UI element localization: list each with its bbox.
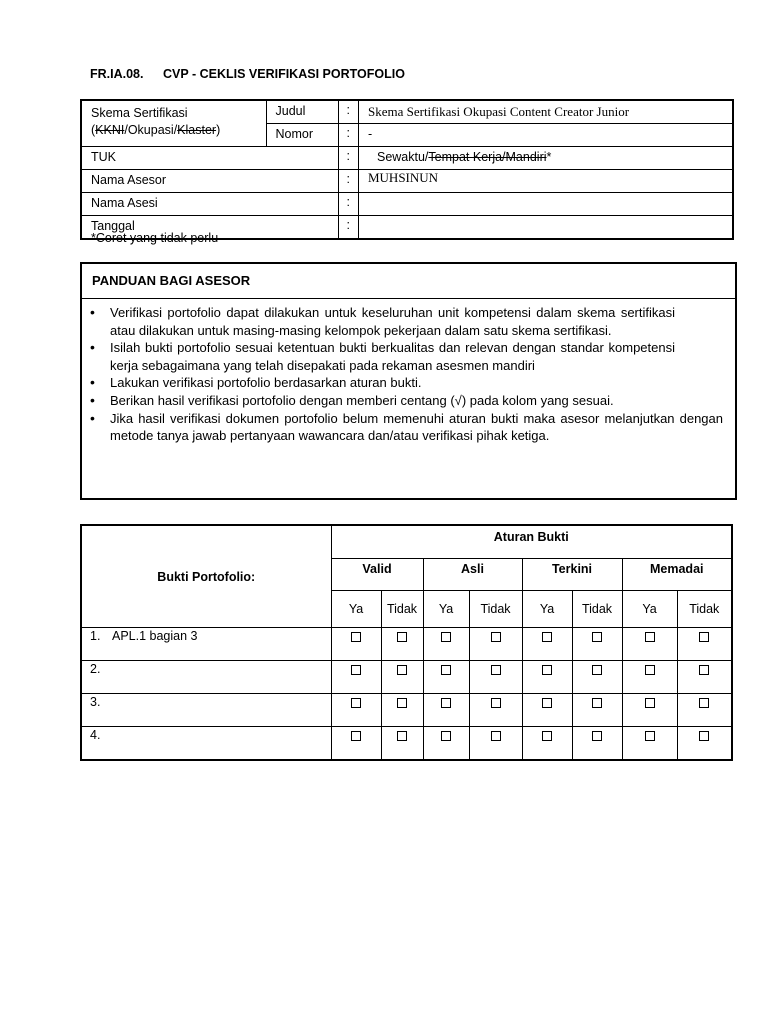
row-number: 1. — [90, 629, 101, 643]
checkbox[interactable] — [351, 731, 361, 741]
portfolio-table — [80, 524, 733, 761]
guide-item: • Verifikasi portofolio dapat dilakukan untuk keseluruhan unit kompetensi dalam skema sertifikasi atau dilakukan untuk masing-masing kelompok pekerjaan dalam satu skema sertifikasi. — [110, 304, 675, 339]
form-code: FR.IA.08. — [90, 67, 144, 81]
guide-item: • Jika hasil verifikasi dokumen portofolio belum memenuhi aturan bukti maka asesor melanjutkan dengan metode tanya jawab pertanyaan wawancara dan/atau verifikasi pihak ketiga. — [110, 410, 723, 445]
tanggal-label: Tanggal — [81, 216, 338, 240]
checkbox[interactable] — [397, 665, 407, 675]
row-label — [81, 661, 331, 694]
checkbox[interactable] — [397, 731, 407, 741]
guide-title: PANDUAN BAGI ASESOR — [82, 264, 735, 299]
identity-table — [80, 99, 734, 240]
row-number: 4. — [90, 728, 101, 742]
colon: : — [338, 193, 358, 216]
tuk-label: TUK — [81, 147, 338, 170]
ya-header: Ya — [522, 591, 572, 628]
checkbox[interactable] — [491, 698, 501, 708]
row-number: 3. — [90, 695, 101, 709]
group-valid: Valid — [331, 559, 423, 591]
document-title — [90, 67, 405, 81]
checkbox[interactable] — [592, 731, 602, 741]
checkbox[interactable] — [592, 698, 602, 708]
checkbox[interactable] — [441, 665, 451, 675]
checkbox[interactable] — [645, 731, 655, 741]
checkbox[interactable] — [397, 632, 407, 642]
colon: : — [338, 100, 358, 124]
strike-note: *Coret yang tidak perlu — [91, 231, 219, 245]
judul-value[interactable]: Skema Sertifikasi Okupasi Content Creator Junior — [358, 100, 733, 124]
checkbox[interactable] — [491, 731, 501, 741]
rule-header: Aturan Bukti — [331, 525, 732, 559]
row-text: APL.1 bagian 3 — [112, 629, 198, 643]
asesi-value[interactable] — [358, 193, 733, 216]
tidak-header: Tidak — [381, 591, 423, 628]
colon: : — [338, 147, 358, 170]
colon: : — [338, 170, 358, 193]
row-label — [81, 628, 331, 661]
tanggal-value[interactable] — [358, 216, 733, 240]
form-title: CVP - CEKLIS VERIFIKASI PORTOFOLIO — [163, 67, 405, 81]
portfolio-label: Bukti Portofolio: — [81, 525, 331, 628]
checkbox[interactable] — [491, 632, 501, 642]
guide-item: • Berikan hasil verifikasi portofolio dengan memberi centang (√) pada kolom yang sesuai. — [110, 392, 675, 410]
row-number: 2. — [90, 662, 101, 676]
checkbox[interactable] — [542, 731, 552, 741]
checkbox[interactable] — [351, 665, 361, 675]
checkbox[interactable] — [592, 632, 602, 642]
judul-label: Judul — [266, 100, 338, 124]
colon: : — [338, 124, 358, 147]
checkbox[interactable] — [351, 632, 361, 642]
checkbox[interactable] — [441, 731, 451, 741]
guide-item: • Lakukan verifikasi portofolio berdasarkan aturan bukti. — [110, 374, 675, 392]
checkbox[interactable] — [699, 632, 709, 642]
asesor-value[interactable]: MUHSINUN — [358, 170, 733, 193]
checkbox[interactable] — [351, 698, 361, 708]
table-row — [81, 727, 732, 761]
ya-header: Ya — [622, 591, 677, 628]
guide-list — [82, 299, 735, 445]
row-label — [81, 727, 331, 761]
skema-label: Skema Sertifikasi (KKNI/Okupasi/Klaster) — [81, 100, 266, 147]
asesor-label: Nama Asesor — [81, 170, 338, 193]
checkbox[interactable] — [441, 632, 451, 642]
checkbox[interactable] — [491, 665, 501, 675]
checkbox[interactable] — [645, 632, 655, 642]
nomor-label: Nomor — [266, 124, 338, 147]
checkbox[interactable] — [542, 665, 552, 675]
checkbox[interactable] — [645, 698, 655, 708]
colon: : — [338, 216, 358, 240]
nomor-value[interactable]: - — [358, 124, 733, 147]
checkbox[interactable] — [699, 698, 709, 708]
group-memadai: Memadai — [622, 559, 732, 591]
table-row — [81, 661, 732, 694]
row-label — [81, 694, 331, 727]
asesi-label: Nama Asesi — [81, 193, 338, 216]
checkbox[interactable] — [592, 665, 602, 675]
checkbox[interactable] — [542, 632, 552, 642]
tuk-value[interactable]: Sewaktu/Tempat Kerja/Mandiri* — [358, 147, 733, 170]
group-terkini: Terkini — [522, 559, 622, 591]
tidak-header: Tidak — [572, 591, 622, 628]
ya-header: Ya — [331, 591, 381, 628]
ya-header: Ya — [423, 591, 469, 628]
table-row — [81, 628, 732, 661]
tidak-header: Tidak — [469, 591, 522, 628]
checkbox[interactable] — [645, 665, 655, 675]
guide-box — [80, 262, 737, 500]
guide-item: • Isilah bukti portofolio sesuai ketentuan bukti berkualitas dan relevan dengan standar kompetensi kerja sebagaimana yang telah disepakati pada rekaman asesmen mandiri — [110, 339, 675, 374]
checkbox[interactable] — [699, 731, 709, 741]
checkbox[interactable] — [397, 698, 407, 708]
checkbox[interactable] — [441, 698, 451, 708]
checkbox[interactable] — [699, 665, 709, 675]
group-asli: Asli — [423, 559, 522, 591]
tidak-header: Tidak — [677, 591, 732, 628]
table-row — [81, 694, 732, 727]
checkbox[interactable] — [542, 698, 552, 708]
